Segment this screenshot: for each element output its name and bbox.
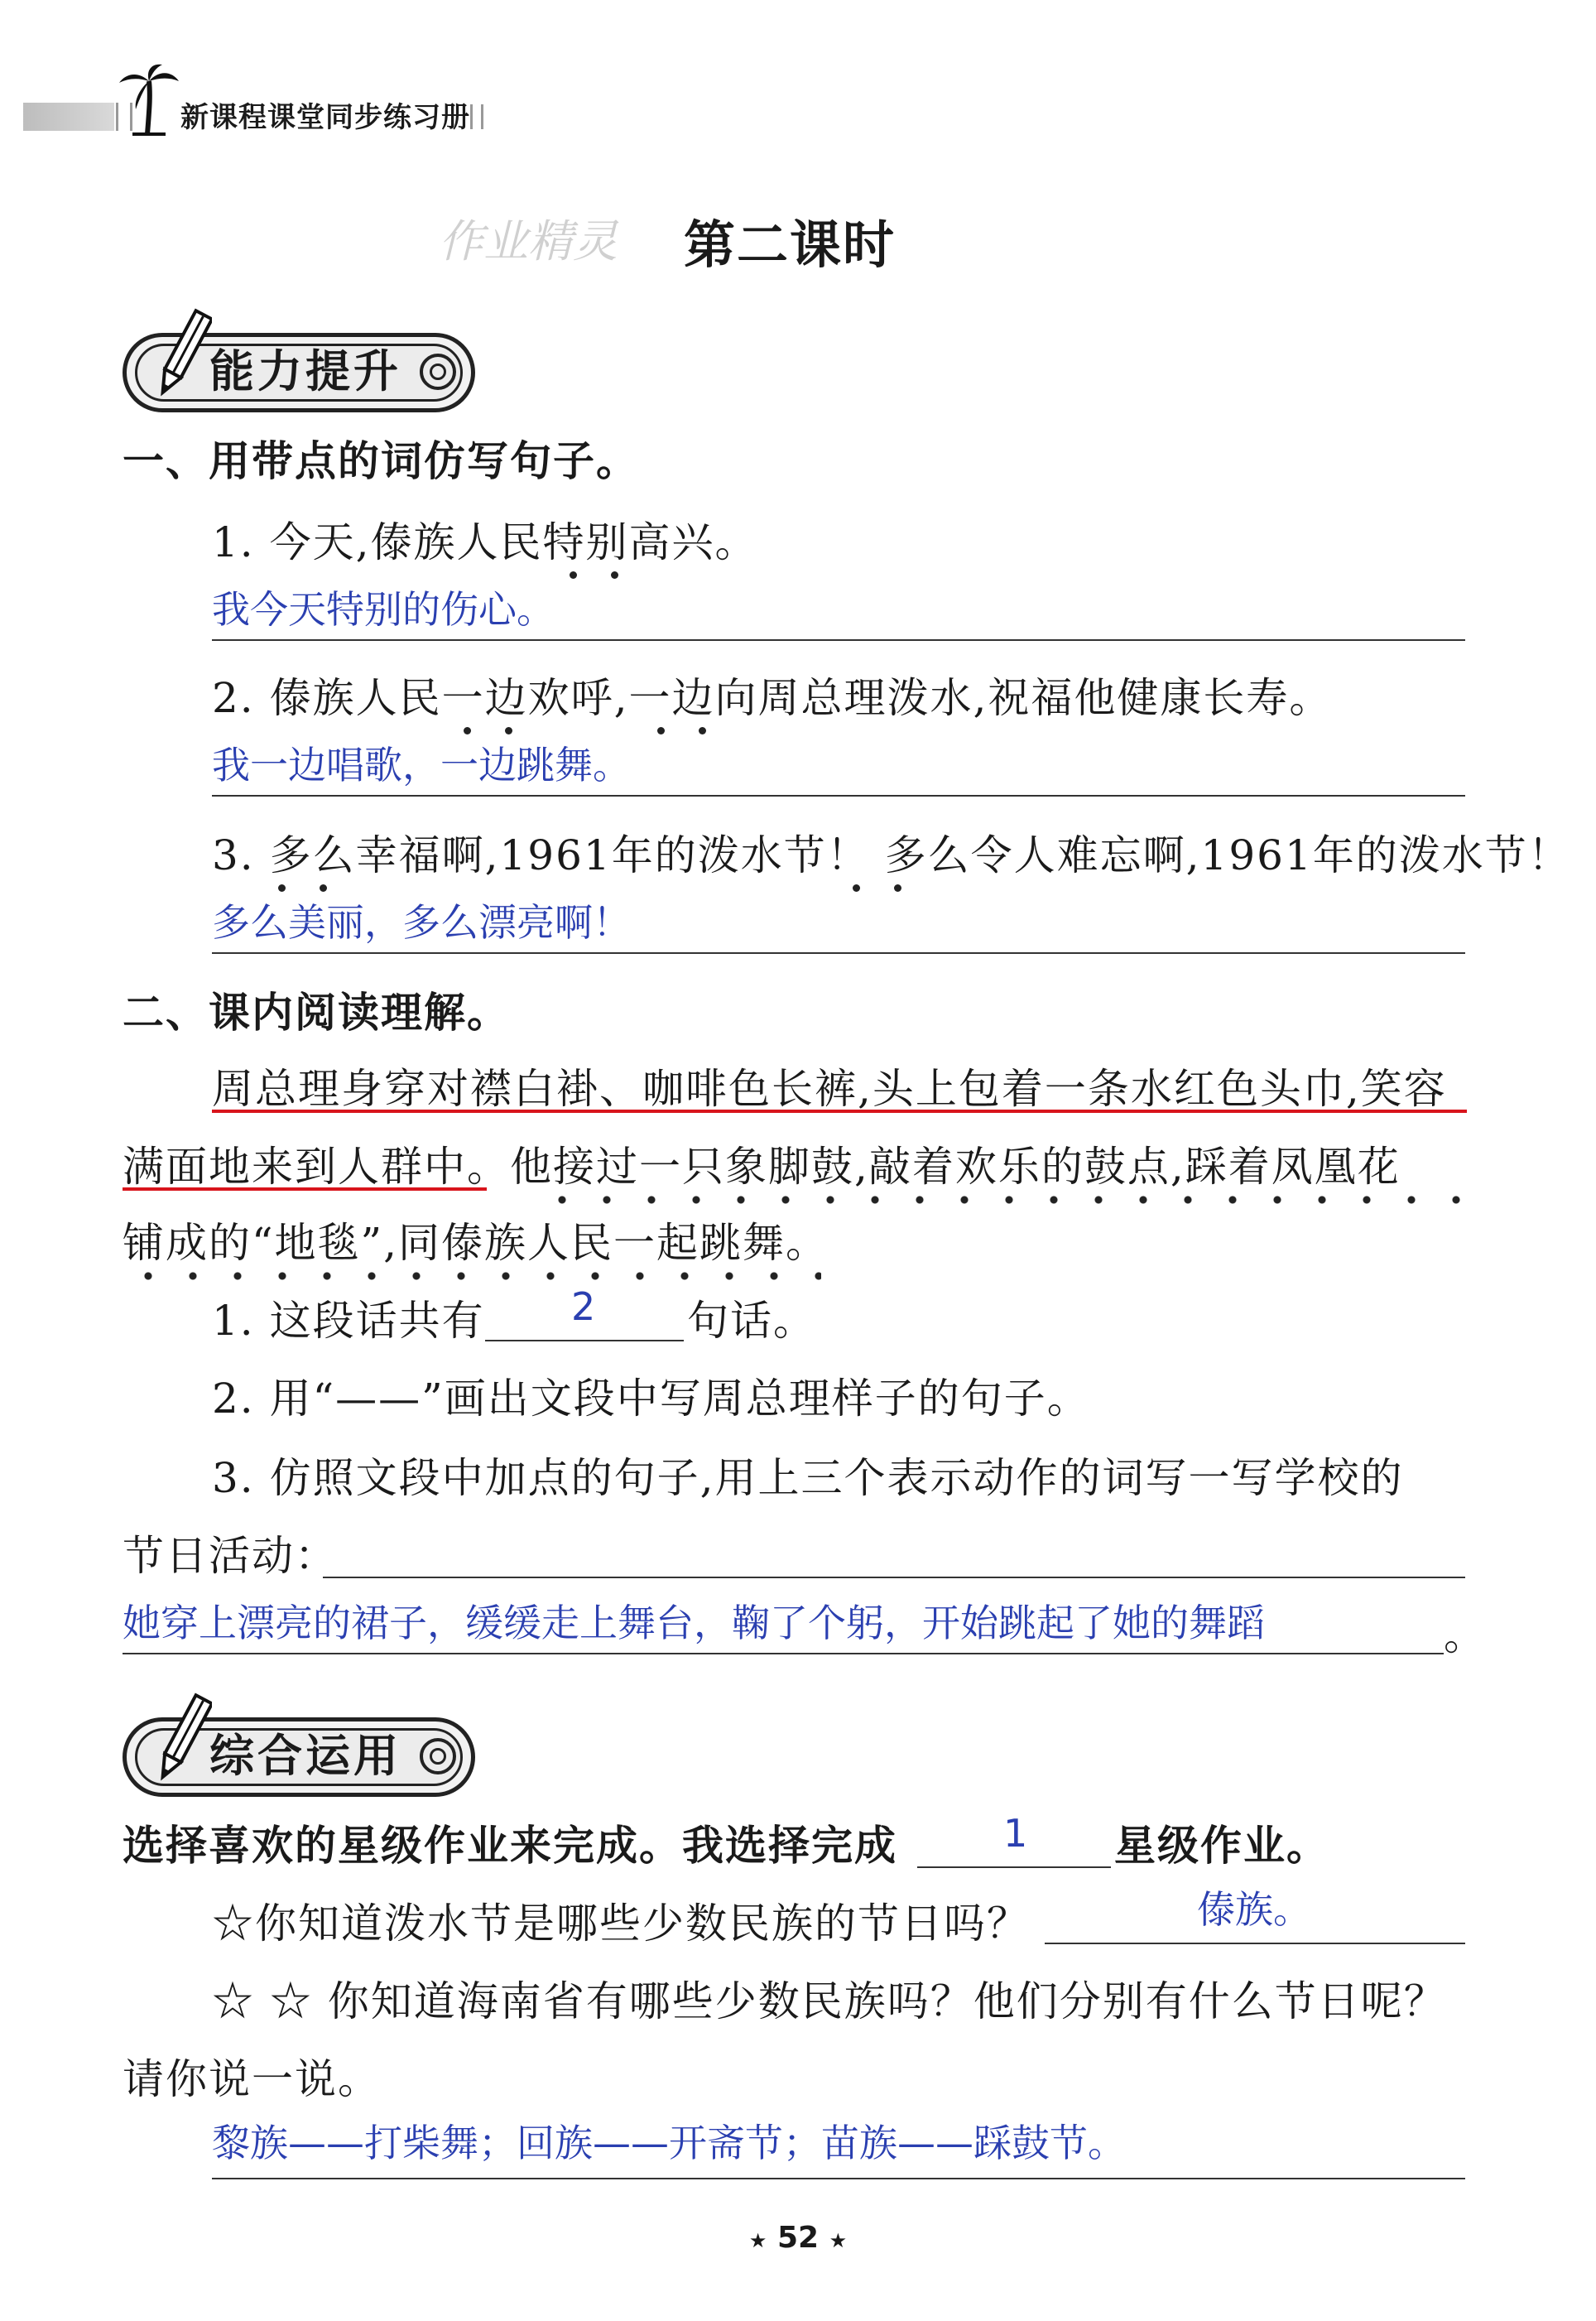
emphasis-dots-line3 [126, 1272, 821, 1280]
q1-item-3: 3. 多么幸福啊,1961年的泼水节！ 多么令人难忘啊,1961年的泼水节！ [212, 831, 1571, 879]
q2-sub2: 2. 用“——”画出文段中写周总理样子的句子。 [212, 1375, 1090, 1423]
passage-line-2: 满面地来到人群中。他接过一只象脚鼓,敲着欢乐的鼓点,踩着凤凰花 [123, 1143, 1401, 1191]
watermark: 作业精灵 [439, 215, 618, 267]
answer-line [1045, 1943, 1465, 1944]
q2-sub3-line1: 3. 仿照文段中加点的句子,用上三个表示动作的词写一写学校的 [212, 1454, 1404, 1502]
q3-star2-line1: ☆ ☆ 你知道海南省有哪些少数民族吗？他们分别有什么节日呢？ [212, 1977, 1447, 2025]
emphasis-dot [505, 727, 512, 734]
lesson-title: 第二课时 [684, 214, 897, 275]
page-number: 52 [776, 2221, 820, 2255]
emphasis-dot [853, 884, 860, 892]
answer-line [212, 952, 1465, 954]
underline-mark [212, 1110, 1467, 1113]
q2-sub1-prefix: 1. 这段话共有 [212, 1297, 485, 1345]
underline-mark [123, 1187, 487, 1191]
q3-star2-answer: 黎族——打柴舞；回族——开斋节；苗族——踩鼓节。 [212, 2121, 1126, 2165]
q2-sub3-answer: 她穿上漂亮的裙子，缓缓走上舞台，鞠了个躬，开始跳起了她的舞蹈 [123, 1601, 1265, 1645]
q3-star1-question: ☆你知道泼水节是哪些少数民族的节日吗？ [212, 1900, 1030, 1948]
q1-title: 一、用带点的词仿写句子。 [123, 437, 639, 485]
q3-star2-line2: 请你说一说。 [123, 2055, 381, 2103]
emphasis-dot [699, 727, 706, 734]
emphasis-dot [278, 884, 286, 892]
q3-star1-answer: 傣族。 [1197, 1887, 1311, 1932]
passage-line-3: 铺成的“地毯”,同傣族人民一起跳舞。 [123, 1219, 829, 1267]
answer-line [212, 639, 1465, 641]
blank-line [917, 1866, 1111, 1868]
q2-sub1-answer: 2 [571, 1284, 596, 1329]
banner-ring-icon [420, 1738, 456, 1774]
q3-intro-answer: 1 [1003, 1811, 1028, 1856]
emphasis-dot [570, 571, 577, 579]
section-label: 综合运用 [209, 1730, 401, 1782]
emphasis-dot [657, 727, 665, 734]
q2-sub1-suffix: 句话。 [687, 1297, 816, 1345]
blank-line [485, 1340, 684, 1341]
emphasis-dots-line2 [540, 1196, 1467, 1204]
emphasis-dot [320, 884, 327, 892]
q1-answer-1: 我今天特别的伤心。 [212, 587, 555, 632]
star-icon: ★ [829, 2229, 848, 2252]
series-title: 新课程课堂同步练习册 [180, 101, 470, 134]
passage-line-1: 周总理身穿对襟白褂、咖啡色长裤,头上包着一条水红色头巾,笑容 [212, 1065, 1447, 1113]
answer-line [212, 795, 1465, 797]
q2-title: 二、课内阅读理解。 [123, 989, 510, 1037]
emphasis-dot [464, 727, 471, 734]
palm-tree-icon [116, 63, 182, 137]
star-icon: ★ [748, 2229, 767, 2252]
pencil-icon [154, 305, 212, 404]
pencil-icon [154, 1689, 212, 1789]
emphasis-dot [894, 884, 901, 892]
header-stripes-right [470, 104, 483, 129]
section-label: 能力提升 [209, 345, 401, 397]
q1-answer-3: 多么美丽，多么漂亮啊！ [212, 900, 631, 945]
q1-item-1: 1. 今天,傣族人民特别高兴。 [212, 518, 758, 566]
q2-sub3-end: 。 [1444, 1611, 1487, 1659]
answer-line [212, 2178, 1465, 2179]
q1-answer-2: 我一边唱歌，一边跳舞。 [212, 743, 631, 787]
q3-intro-prefix: 选择喜欢的星级作业来完成。我选择完成 [123, 1822, 897, 1870]
q2-sub3-line2: 节日活动： [123, 1532, 338, 1580]
emphasis-dot [611, 571, 618, 579]
q1-item-2: 2. 傣族人民一边欢呼,一边向周总理泼水,祝福他健康长寿。 [212, 674, 1333, 722]
q3-intro-suffix: 星级作业。 [1114, 1822, 1329, 1870]
page-number-box [745, 2219, 851, 2260]
header-bar [23, 103, 114, 131]
answer-line [323, 1577, 1465, 1578]
answer-line [123, 1653, 1444, 1654]
banner-ring-icon [420, 354, 456, 390]
